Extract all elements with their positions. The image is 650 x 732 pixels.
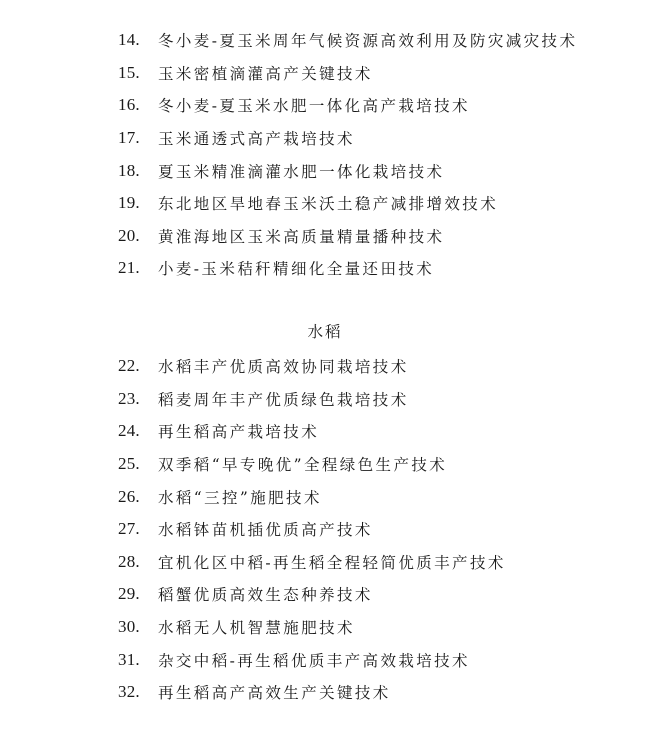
item-number: 20.	[118, 225, 140, 245]
item-text: 双季稻“早专晚优”全程绿色生产技术	[158, 456, 448, 475]
item-number: 29.	[118, 584, 140, 604]
item-text: 东北地区旱地春玉米沃土稳产减排增效技术	[158, 195, 499, 214]
item-text: 再生稻高产栽培技术	[158, 423, 320, 442]
list-item	[118, 546, 506, 579]
item-number: 24.	[118, 421, 140, 441]
list-item	[118, 513, 506, 546]
item-text: 宜机化区中稻-再生稻全程轻简优质丰产技术	[158, 553, 506, 572]
list-item	[118, 57, 577, 90]
technology-list-maize	[118, 24, 577, 285]
item-number: 15.	[118, 62, 140, 82]
item-number: 21.	[118, 258, 140, 278]
list-item	[118, 89, 577, 122]
list-item	[118, 480, 506, 513]
list-item	[118, 220, 577, 253]
item-text: 杂交中稻-再生稻优质丰产高效栽培技术	[158, 651, 470, 670]
item-text: 稻麦周年丰产优质绿色栽培技术	[158, 390, 409, 409]
list-item	[118, 448, 506, 481]
item-text: 再生稻高产高效生产关键技术	[158, 684, 391, 703]
item-number: 16.	[118, 95, 140, 115]
item-text: 冬小麦-夏玉米周年气候资源高效利用及防灾减灾技术	[158, 32, 578, 51]
technology-list-rice	[118, 350, 506, 709]
list-item	[118, 415, 506, 448]
item-text: 玉米通透式高产栽培技术	[158, 130, 355, 149]
item-number: 26.	[118, 486, 140, 506]
list-item	[118, 24, 577, 57]
item-text: 水稻“三控”施肥技术	[158, 488, 322, 507]
item-text: 黄淮海地区玉米高质量精量播种技术	[158, 227, 445, 246]
item-number: 23.	[118, 388, 140, 408]
list-item	[118, 154, 577, 187]
item-number: 19.	[118, 193, 140, 213]
item-text: 冬小麦-夏玉米水肥一体化高产栽培技术	[158, 97, 470, 116]
list-item	[118, 122, 577, 155]
item-number: 30.	[118, 617, 140, 637]
item-text: 夏玉米精准滴灌水肥一体化栽培技术	[158, 162, 445, 181]
item-number: 31.	[118, 649, 140, 669]
item-number: 18.	[118, 160, 140, 180]
item-number: 14.	[118, 30, 140, 50]
item-number: 32.	[118, 682, 140, 702]
list-item	[118, 643, 506, 676]
list-item	[118, 578, 506, 611]
item-text: 水稻钵苗机插优质高产技术	[158, 521, 373, 540]
item-number: 22.	[118, 356, 140, 376]
list-item	[118, 383, 506, 416]
item-number: 17.	[118, 128, 140, 148]
item-text: 水稻无人机智慧施肥技术	[158, 619, 355, 638]
item-text: 小麦-玉米秸秆精细化全量还田技术	[158, 260, 435, 279]
list-item	[118, 252, 577, 285]
list-item	[118, 187, 577, 220]
item-number: 28.	[118, 551, 140, 571]
item-text: 水稻丰产优质高效协同栽培技术	[158, 358, 409, 377]
item-text: 稻蟹优质高效生态种养技术	[158, 586, 373, 605]
item-number: 27.	[118, 519, 140, 539]
list-item	[118, 611, 506, 644]
list-item	[118, 350, 506, 383]
list-item	[118, 676, 506, 709]
item-text: 玉米密植滴灌高产关键技术	[158, 64, 373, 83]
section-heading: 水稻	[307, 323, 343, 341]
item-number: 25.	[118, 454, 140, 474]
